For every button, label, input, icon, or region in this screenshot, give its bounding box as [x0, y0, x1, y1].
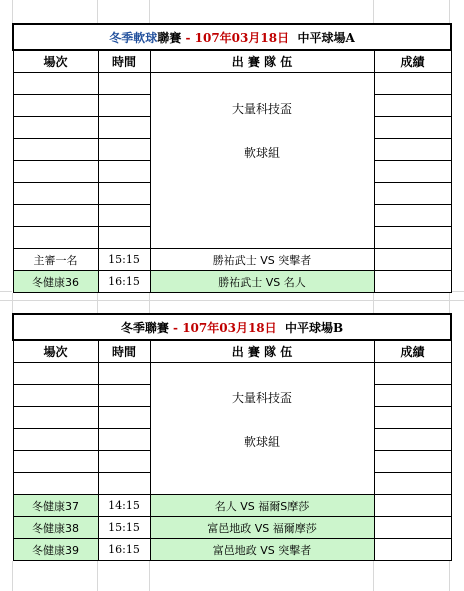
title-dash: -	[168, 320, 183, 335]
table-title	[13, 24, 451, 50]
time-cell[interactable]	[98, 227, 150, 249]
time-cell[interactable]	[98, 139, 150, 161]
header-teams: 出 賽 隊 伍	[150, 340, 374, 363]
result-cell[interactable]	[374, 249, 451, 271]
time-cell[interactable]	[98, 73, 150, 95]
match-cell[interactable]	[13, 407, 98, 429]
match-cell[interactable]: 冬健康38	[13, 517, 98, 539]
schedule-table-b	[12, 313, 452, 561]
result-cell[interactable]	[374, 183, 451, 205]
match-cell[interactable]	[13, 117, 98, 139]
match-cell[interactable]: 主審一名	[13, 249, 98, 271]
header-time: 時間	[98, 50, 150, 73]
header-match: 場次	[13, 50, 98, 73]
organizer-name: 大量科技盃	[231, 390, 292, 405]
header-result: 成績	[374, 50, 451, 73]
time-cell[interactable]	[98, 183, 150, 205]
table-row	[13, 539, 451, 561]
teams-cell[interactable]: 富邑地政 VS 福爾摩莎	[150, 517, 374, 539]
organizer-name: 大量科技盃	[231, 101, 292, 116]
table-row	[13, 495, 451, 517]
time-cell[interactable]	[98, 205, 150, 227]
result-cell[interactable]	[374, 517, 451, 539]
match-cell[interactable]	[13, 95, 98, 117]
time-cell[interactable]	[98, 429, 150, 451]
match-cell[interactable]	[13, 227, 98, 249]
result-cell[interactable]	[374, 429, 451, 451]
time-cell[interactable]	[98, 363, 150, 385]
match-cell[interactable]	[13, 73, 98, 95]
header-result: 成績	[374, 340, 451, 363]
title-venue: 中平球場B	[285, 320, 344, 335]
match-cell[interactable]	[13, 161, 98, 183]
organizer-cell[interactable]	[150, 73, 374, 249]
time-cell[interactable]	[98, 161, 150, 183]
result-cell[interactable]	[374, 73, 451, 95]
title-league: 冬季軟球	[109, 30, 158, 45]
result-cell[interactable]	[374, 363, 451, 385]
table-row	[13, 517, 451, 539]
result-cell[interactable]	[374, 473, 451, 495]
table-row	[13, 363, 451, 385]
result-cell[interactable]	[374, 451, 451, 473]
result-cell[interactable]	[374, 271, 451, 293]
match-cell[interactable]	[13, 139, 98, 161]
result-cell[interactable]	[374, 161, 451, 183]
match-cell[interactable]	[13, 473, 98, 495]
teams-cell[interactable]: 富邑地政 VS 突擊者	[150, 539, 374, 561]
teams-cell[interactable]: 名人 VS 福爾S摩莎	[150, 495, 374, 517]
match-cell[interactable]: 冬健康39	[13, 539, 98, 561]
title-league-suffix: 聯賽	[157, 30, 182, 45]
time-cell[interactable]	[98, 451, 150, 473]
grid-row-line	[0, 300, 464, 301]
result-cell[interactable]	[374, 205, 451, 227]
match-cell[interactable]: 冬健康37	[13, 495, 98, 517]
time-cell[interactable]	[98, 95, 150, 117]
header-match: 場次	[13, 340, 98, 363]
result-cell[interactable]	[374, 539, 451, 561]
header-teams: 出 賽 隊 伍	[150, 50, 374, 73]
title-date: 107年03月18日	[194, 30, 290, 45]
table-row	[13, 271, 451, 293]
result-cell[interactable]	[374, 407, 451, 429]
time-cell[interactable]: 15:15	[98, 249, 150, 271]
match-cell[interactable]	[13, 183, 98, 205]
time-cell[interactable]: 16:15	[98, 271, 150, 293]
table-title	[13, 314, 451, 340]
time-cell[interactable]	[98, 407, 150, 429]
time-cell[interactable]	[98, 473, 150, 495]
result-cell[interactable]	[374, 227, 451, 249]
match-cell[interactable]: 冬健康36	[13, 271, 98, 293]
schedule-table-a	[12, 23, 452, 293]
result-cell[interactable]	[374, 139, 451, 161]
organizer-cell[interactable]	[150, 363, 374, 495]
result-cell[interactable]	[374, 95, 451, 117]
title-league: 冬季聯賽	[120, 320, 169, 335]
time-cell[interactable]	[98, 385, 150, 407]
match-cell[interactable]	[13, 363, 98, 385]
teams-cell[interactable]: 勝祐武士 VS 突擊者	[150, 249, 374, 271]
title-venue: 中平球場A	[297, 30, 355, 45]
table-row	[13, 73, 451, 95]
match-cell[interactable]	[13, 451, 98, 473]
time-cell[interactable]: 16:15	[98, 539, 150, 561]
time-cell[interactable]	[98, 117, 150, 139]
division-name: 軟球組	[243, 145, 280, 160]
table-row	[13, 249, 451, 271]
title-date: 107年03月18日	[182, 320, 277, 335]
match-cell[interactable]	[13, 385, 98, 407]
match-cell[interactable]	[13, 429, 98, 451]
time-cell[interactable]: 15:15	[98, 517, 150, 539]
division-name: 軟球組	[243, 434, 280, 449]
result-cell[interactable]	[374, 385, 451, 407]
teams-cell[interactable]: 勝祐武士 VS 名人	[150, 271, 374, 293]
header-time: 時間	[98, 340, 150, 363]
match-cell[interactable]	[13, 205, 98, 227]
result-cell[interactable]	[374, 495, 451, 517]
time-cell[interactable]: 14:15	[98, 495, 150, 517]
result-cell[interactable]	[374, 117, 451, 139]
title-dash: -	[181, 30, 195, 45]
